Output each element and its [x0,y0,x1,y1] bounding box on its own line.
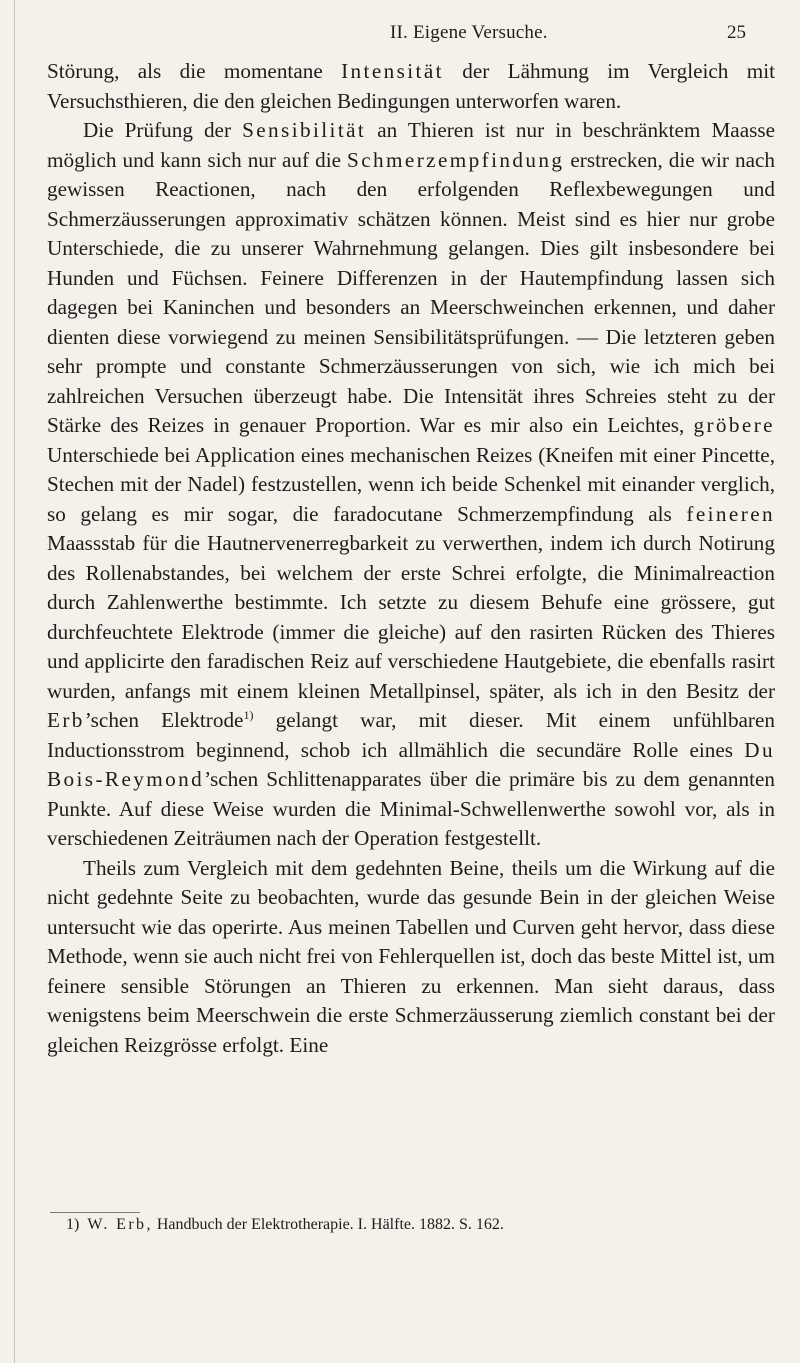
text-run: ’schen Elektrode [84,708,244,732]
footnote [66,1214,786,1236]
footnote-author: W. Erb, [87,1216,153,1233]
paragraph-2 [47,116,775,854]
paragraph-3: Theils zum Vergleich mit dem gedehnten Beine, theils um die Wirkung auf die nicht gedehnte Seite zu beobachten, wurde das gesunde Bein in der gleichen Weise untersucht wie das operirte. Aus meinen Tabellen und Curven geht hervor, dass diese Methode, wenn sie auch nicht frei von Fehlerquellen ist, doch das beste Mittel ist, um feinere sensible Störungen an Thieren zu erkennen. Man sieht daraus, dass wenigstens beim Meerschwein die erste Schmerzäusserung ziemlich constant bei der gleichen Reizgrösse erfolgt. Eine [47,855,775,1057]
footnote-rule [50,1212,140,1213]
chapter-title: II. Eigene Versuche. [390,22,548,43]
text-run: Unterschiede bei Application eines mechanischen Reizes (Kneifen mit einer Pincette, Stechen mit der Nadel) festzustellen, wenn ich beide Schenkel mit einander verglich, so gelang es mir sogar, die faradocutane Schmerzempfindung als [47,442,775,526]
footnote-text: Handbuch der Elektrotherapie. I. Hälfte. 1882. S. 162. [152,1216,504,1233]
footnote-reference: 1) [243,707,254,722]
running-head [100,22,788,52]
emphasis-groebere: gröbere [693,413,775,437]
text-run: erstrecken, die wir nach gewissen Reactionen, nach den erfolgenden Reflexbewegungen und Schmerzäusserungen approximativ schätzen können. Meist sind es hier nur grobe Unterschiede, die zu unserer Wahrnehmung gelangen. Dies gilt insbesondere bei Hunden und Füchsen. Feinere Differenzen in der Hautempfindung lassen sich dagegen bei Kaninchen und besonders an Meerschweinchen erkennen, und daher dienten diese vorwiegend zu meinen Sensibilitätsprüfungen. — Die letzteren geben sehr prompte und constante Schmerzäusserungen von sich, wie ich mich bei zahlreichen Versuchen überzeugt habe. Die Intensität ihres Schreies steht zu der Stärke des Reizes in genauer Proportion. War es mir also ein Leichtes, [47,147,776,437]
footnote-number: 1) [66,1216,80,1233]
text-run: Die Prüfung der [83,118,243,142]
text-run: gelangt war, mit dieser. Mit einem unfühlbaren Inductionsstrom beginnend, schob ich allmählich die secundäre Rolle eines [47,708,775,762]
emphasis-sensibilitaet: Sensibilität [242,118,367,142]
main-text [47,57,775,1060]
page-edge-line [14,0,15,1363]
name-du-bois-reymond: Du Bois-Reymond [47,737,775,791]
text-run: Maassstab für die Hautnervenerregbarkeit zu verwerthen, indem ich durch Notirung des Rollenabstandes, bei welchem der erste Schrei erfolgte, die Minimalreaction durch Zahlenwerthe bestimmte. Ich setzte zu diesem Behufe eine grössere, gut durchfeuchtete Elektrode (immer die gleiche) auf den rasirten Rücken des Thieres und applicirte den faradischen Reiz auf verschiedene Hautgebiete, die ebenfalls rasirt wurden, anfangs mit einem kleinen Metallpinsel, später, als ich in den Besitz der [47,531,775,703]
text-run: Störung, als die momentane [47,59,342,83]
paragraph-1 [47,57,775,116]
emphasis-feineren: feineren [686,501,775,526]
emphasis-intensitaet: Intensität [341,59,444,83]
text-run: an Thieren ist nur in beschränktem Maasse möglich und kann sich nur auf die [47,118,775,172]
page-number: 25 [727,22,746,43]
name-erb: Erb [47,708,85,732]
text-run: der Lähmung im Vergleich mit Versuchsthieren, die den gleichen Bedingungen unterworfen waren. [47,59,775,113]
emphasis-schmerzempfindung: Schmerzempfindung [347,147,565,172]
text-run: ’schen Schlittenapparates über die primäre bis zu dem genannten Punkte. Auf diese Weise wurden die Minimal-Schwellenwerthe sowohl vor, als in verschiedenen Zeiträumen nach der Operation festgestellt. [47,767,775,850]
